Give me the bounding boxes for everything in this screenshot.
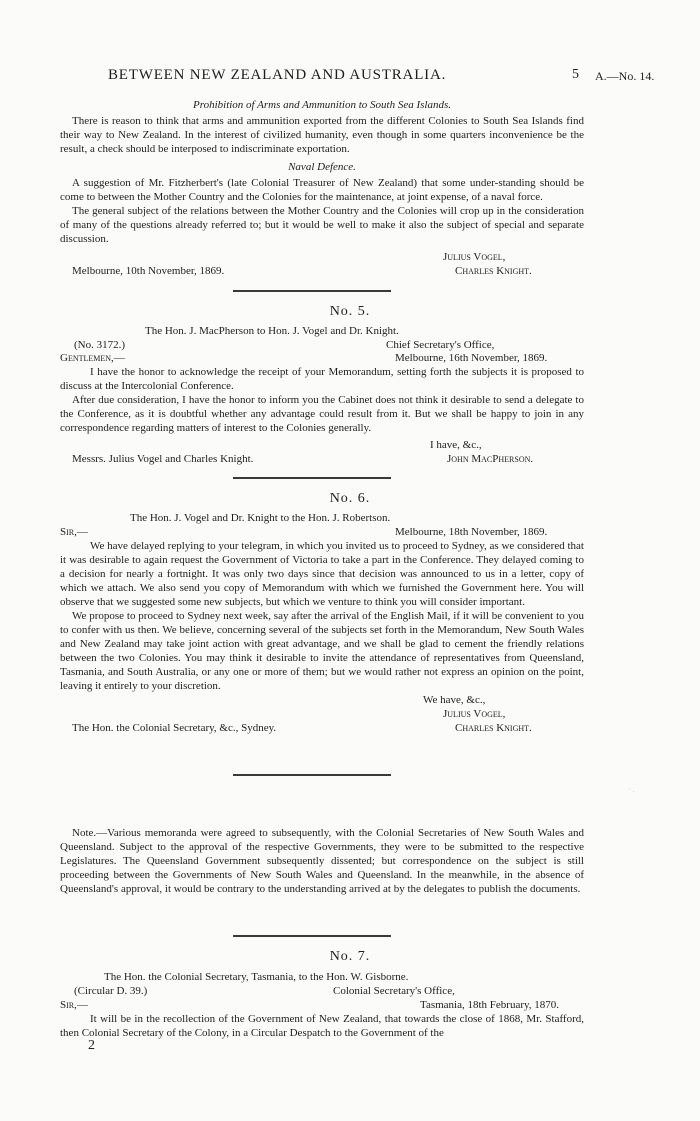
letter-6-body (60, 539, 584, 693)
letter-6-signature-knight: Charles Knight. (455, 722, 532, 734)
letter-5-signature: John MacPherson. (447, 453, 534, 465)
letter-6-salutation: Sir,— (60, 526, 88, 538)
separator-rule (233, 290, 391, 292)
signature-mark: 2 (88, 1038, 95, 1053)
separator-rule (233, 774, 391, 776)
letter-7-date: Tasmania, 18th February, 1870. (420, 999, 560, 1011)
letter-6-paragraph-2: We propose to proceed to Sydney next week, say after the arrival of the English Mail, if it will be convenient to you to confer with us then. We believe, concerning several of the subjects set forth in the Memorandum, New South Wales and New Zealand may take joint action with great advantage, and we shall be glad to cement the friendly relations between the two Colonies. You may think it desirable to invite the attendance of representatives from Queensland, Tasmania, and South Australia, or any one or more of them; but we would rather not express an opinion on the point, leaving it entirely to your discretion. (60, 610, 584, 692)
running-title: BETWEEN NEW ZEALAND AND AUSTRALIA. (108, 67, 447, 83)
letter-6-heading: The Hon. J. Vogel and Dr. Knight to the Hon. J. Robertson. (130, 512, 391, 524)
letter-5-body (60, 365, 584, 435)
letter-7-reference: (Circular D. 39.) (74, 985, 148, 997)
signature-knight: Charles Knight. (455, 265, 532, 277)
letter-7-office: Colonial Secretary's Office, (333, 985, 455, 997)
note-paragraph: Note.—Various memoranda were agreed to subsequently, with the Colonial Secretaries of New South Wales and Queensland. Subject to the approval of the respective Governments, they were to be submitted to the respective Legislatures. The Queensland Government subsequently dissented; but correspondence on the subject is still proceeding between the Governments of New South Wales and Queensland. In the meanwhile, in the absence of Queensland's approval, it would be contrary to the understanding arrived at by the delegates to publish the documents. (60, 827, 584, 895)
letter-5-salutation: Gentlemen,— (60, 352, 125, 364)
separator-rule (233, 477, 391, 479)
letter-6-paragraph-1: We have delayed replying to your telegram, in which you invited us to proceed to Sydney, as we considered that it was desirable to again request the Government of Victoria to take a part in the Conference. They delayed coming to a decision for nearly a fortnight. It was only two days since that decision was announced to us in a letter, copy of which we attach. We also send you copy of Memorandum with which we furnished the Government here. You will observe that we suggested some new subjects, but which we venture to think you will consider important. (60, 540, 584, 608)
letter-number-5: No. 5. (329, 304, 371, 319)
note-section (60, 826, 584, 896)
letter-7-body (60, 1012, 584, 1040)
section-heading-naval: Naval Defence. (288, 161, 356, 173)
letter-5-office: Chief Secretary's Office, (386, 339, 495, 351)
signature-vogel: Julius Vogel, (443, 251, 506, 263)
letter-7-heading: The Hon. the Colonial Secretary, Tasmania, to the Hon. W. Gisborne. (104, 971, 409, 983)
letter-7-salutation: Sir,— (60, 999, 88, 1011)
letter-number-7: No. 7. (329, 949, 371, 964)
letter-5-paragraph-1: I have the honor to acknowledge the receipt of your Memorandum, setting forth the subjects it is proposed to discuss at the Intercolonial Conference. (60, 366, 584, 392)
letter-5-date: Melbourne, 16th November, 1869. (395, 352, 548, 364)
letter-7-paragraph-1: It will be in the recollection of the Government of New Zealand, that towards the close of 1868, Mr. Stafford, then Colonial Secretary of the Colony, in a Circular Despatch to the Government of the (60, 1013, 584, 1039)
running-header (0, 68, 700, 90)
separator-rule (233, 935, 391, 937)
paper-reference: A.—No. 14. (595, 69, 655, 83)
letter-6-addressee: The Hon. the Colonial Secretary, &c., Sydney. (72, 722, 277, 734)
letter-5-paragraph-2: After due consideration, I have the honor to inform you the Cabinet does not think it desirable to send a delegate to the Conference, as it is doubtful whether any advantage could result from it. But we shall be happy to join in any correspondence regarding matters of interest to the Colonies generally. (60, 394, 584, 434)
letter-6-closing: We have, &c., (423, 694, 486, 706)
scan-speck: · . (628, 785, 635, 794)
letter-5-reference: (No. 3172.) (74, 339, 126, 351)
letter-5-heading: The Hon. J. MacPherson to Hon. J. Vogel and Dr. Knight. (145, 325, 399, 337)
letter-6-signature-vogel: Julius Vogel, (443, 708, 506, 720)
page-number: 5 (572, 67, 579, 82)
letter-5-addressee: Messrs. Julius Vogel and Charles Knight. (72, 453, 254, 465)
paragraph-arms: There is reason to think that arms and ammunition exported from the different Colonies to South Sea Islands find their way to New Zealand. In the interest of civilized humanity, even though in some quarters inconvenience be the result, a check should be interposed to indiscriminate exportation. (60, 115, 584, 155)
letter-5-closing: I have, &c., (430, 439, 482, 451)
paragraph-naval: A suggestion of Mr. Fitzherbert's (late Colonial Treasurer of New Zealand) that some under-standing should be come to between the Mother Country and the Colonies for the maintenance, at joint expense, of a naval force. (60, 177, 584, 203)
paragraph-general-relations: The general subject of the relations between the Mother Country and the Colonies will crop up in the consideration of many of the questions already referred to; but it would be well to make it also the subject of special and separate discussion. (60, 205, 584, 245)
section-heading-arms: Prohibition of Arms and Ammunition to South Sea Islands. (192, 99, 451, 111)
letter-6-date: Melbourne, 18th November, 1869. (395, 526, 548, 538)
memorandum-end-section (60, 98, 584, 246)
place-date: Melbourne, 10th November, 1869. (72, 265, 225, 277)
letter-number-6: No. 6. (329, 491, 371, 506)
